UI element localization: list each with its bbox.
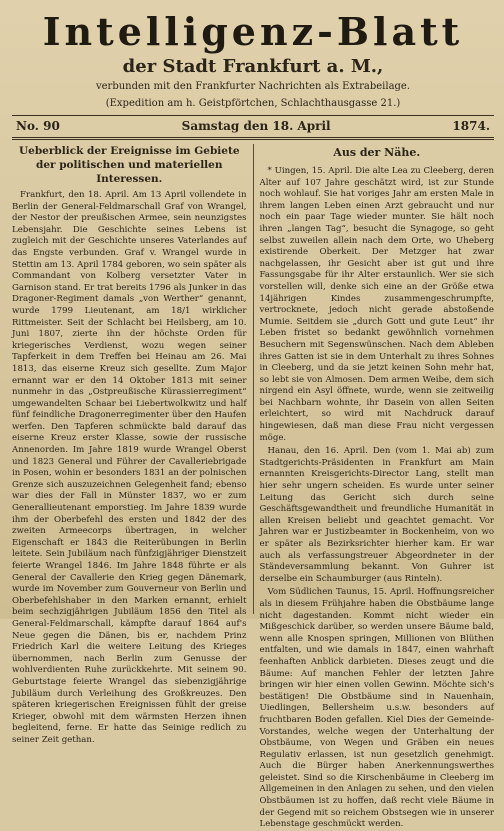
left-column-heading: Ueberblick der Ereignisse im Gebiete der politischen und materiellen Interessen. [18,145,240,185]
article-columns [12,144,494,830]
left-column [12,144,254,745]
issue-date: Samstag den 18. April [181,119,331,133]
right-paragraph-2: Hanau, den 16. April. Den (vom 1. Mai ab) zum Stadtgerichts-Präsidenten in Frankfurt am Main ernannten Kreisgerichts-Director Lang, stellt man hier sehr ungern scheiden. Es wurde unter seiner Leitung das Gericht sich durch seine Geschäftsgewandtheit und freundliche Humanität in allen Kreisen beliebt und geachtet gemacht. Vor Jahren war er Justizbeamter in Bockenheim, von wo er später als Bezirksrichter hierher kam. Er war auch als verfassungstreuer Abgeordneter in der Ständeversammlung bekannt. Von Guhrer ist derselbe ein Schaumburger (aus Rinteln). [259,446,494,584]
newspaper-subtitle: der Stadt Frankfurt a. M., [122,56,384,77]
newspaper-title: Intelligenz-Blatt [42,9,464,54]
masthead [12,10,494,111]
left-paragraph-1: Frankfurt, den 18. April. Am 13 April vollendete in Berlin der General-Feldmarschall Graf von Wrangel, der Nestor der preußischen Armee, sein neunzigstes Lebensjahr. Die Geschichte seines Lebens ist zugleich mit der Geschichte unseres Vaterlandes auf das Engste verbunden. Graf v. Wrangel wurde in Stettin am 13. April 1784 geboren, wo sein später als Commandant von Kolberg versetzter Vater in Garnison stand. Er trat bereits 1796 als Junker in das Dragoner-Regiment damals „von Werther“ genannt, wurde 1799 Lieutenant, am 18/1 wirklicher Rittmeister. Seit der Schlacht bei Heilsberg, am 10. Juni 1807, zierte ihn der höchste Orden für kriegerisches Verdienst, wozu wegen seiner Tapferkeit in dem Treffen bei Heinau am 26. Mai 1813, das eiserne Kreuz sich gesellte. Zum Major ernannt war er den 14 Oktober 1813 mit seiner nunmehr in das „Ostpreußische Kürassierregiment“ umgewandelten Schaar bei Liebertwolkwitz und half fünf feindliche Dragonerregimenter über den Haufen werfen. Den Tapferen schmückte bald darauf das eiserne Kreuz erster Klasse, sowie der russische Annenorden. Im Jahre 1819 wurde Wrangel Oberst und 1823 General und Führer der Cavalleriebrigade in Posen, wohin er besonders 1831 an der polnischen Grenze sich auszuzeichnen Gelegenheit fand; ebenso war dies der Fall in Münster 1837, wo er zum Generallieutenant emporstieg. Im Jahre 1839 wurde ihm der Oberbefehl des ersten und 1842 der des zweiten Armeecorps übertragen, in welcher Eigenschaft er 1843 die Reiterübungen in Berlin leitete. Sein Jubiläum nach fünfzigjähriger Dienstzeit feierte Wrangel 1846. Im Jahre 1848 führte er als General der Cavallerie den Krieg gegen Dänemark, wurde im November zum Gouverneur von Berlin und Oberbefehlshaber in den Marken ernannt, erhielt beim sechzigjährigen Jubiläum 1856 den Titel als General-Feldmarschall, kämpfte darauf 1864 auf's Neue gegen die Dänen, bis er, nachdem Prinz Friedrich Karl die weitere Leitung des Krieges übernommen, nach Berlin zum Genusse der wohlverdienten Ruhe zurückkehrte. Mit seinem 90. Geburtstage feierte Wrangel das siebenzigjährige Jubiläum durch Verleihung des Großkreuzes. Den späteren kriegerischen Ereignissen fühlt der greise Krieger, obwohl mit dem wärmsten Herzen ihnen begleitend, ferne. Er hatte das Seinige redlich zu seiner Zeit gethan. [12,190,247,745]
rule-bottom [12,137,494,140]
right-paragraph-3: Vom Südlichen Taunus, 15. April. Hoffnungsreicher als in diesem Frühjahre haben die Obstbäume lange nicht dagestanden. Kommt nicht wieder ein Mißgeschick darüber, so werden unsere Bäume bald, wenn alle Knospen springen, Millionen von Blüthen entfalten, und wie damals in 1847, einen wahrhaft feenhaften Anblick darbieten. Dieses zeugt und die Bäume: Auf manchen Fehler der letzten Jahre bringen wir hier einen vollen Gewinn. Möchte sich's bestätigen! Die Obstbäume sind in Nauenhain, Uiedlingen, Bellersheim u.s.w. besonders auf fruchtbaren Boden gefallen. Kiel Dies der Gemeinde-Vorstandes, welche wegen der Unterhaltung der Obstbäume, von Wegen und Gräben ein neues Regulativ erlassen, ist nun gesetzlich genehmigt. Auch die Bürger haben Anerkennungswerthes geleistet. Sind so die Kirschenbäume in Cleeberg im Allgemeinen in den Anlagen zu sehen, und den vielen Obstbäumen ist zu hoffen, daß recht viele Bäume in der Gegend mit so reichem Obstsegen wie in unserer Lebenstage geschmückt werden. [259,587,494,830]
issue-year: 1874. [452,119,490,133]
expedition-address: (Expedition am h. Geistpförtchen, Schlachthausgasse 21.) [105,98,401,109]
right-paragraph-1: * Uingen, 15. April. Die alte Lea zu Cleeberg, deren Alter auf 107 Jahre geschätzt wird, ist zur Stunde noch wohlauf. Sie hat voriges Jahr am ersten Male in ihrem langen Leben einen Arzt gebraucht und nur noch ein paar Tage wieder munter. Sie hält noch ihren „langen Tag“, besucht die Synagoge, so geht selbst zuweilen allein nach dem Orte, wo Uheberg existirende Oberkeit. Der Metzger hat zwar nachgelassen, ihr Gesicht aber ist gut und ihre Fassungsgabe für ihr Alter erstaunlich. Wer sie sich vorstellen will, denke sich eine an der Größe etwa 14jährigen Kindes zusammengeschrumpfte, vertrocknete, jedoch nicht gerade abstoßende Mumie. Seitdem sie „durch Gott und gute Leut“ ihr Leben fristet so bedankt gewöhnlich vornehmen Besuchern mit Segenswünschen. Nach dem Ableben ihres Gatten ist sie in dem Unterhalt zu ihres Sohnes in Cleeberg, und da sie jetzt keinen Sohn mehr hat, so lebt sie von Almosen. Dem armen Weibe, dem sich nirgend ein Asyl öffnete, wurde, wenn sie zeitweilig bei Nachbarn wohnte, ihr Dasein von allen Seiten erleichtert, so wird mit Nachdruck darauf hingewiesen, daß man diese Frau nicht vergessen möge. [259,166,494,443]
issue-number: No. 90 [16,119,60,133]
right-column-heading: Aus der Nähe. [333,146,421,159]
dateline [12,116,494,135]
supplement-note: verbunden mit den Frankfurter Nachrichten als Extrabeilage. [95,81,411,92]
right-column [254,144,495,830]
